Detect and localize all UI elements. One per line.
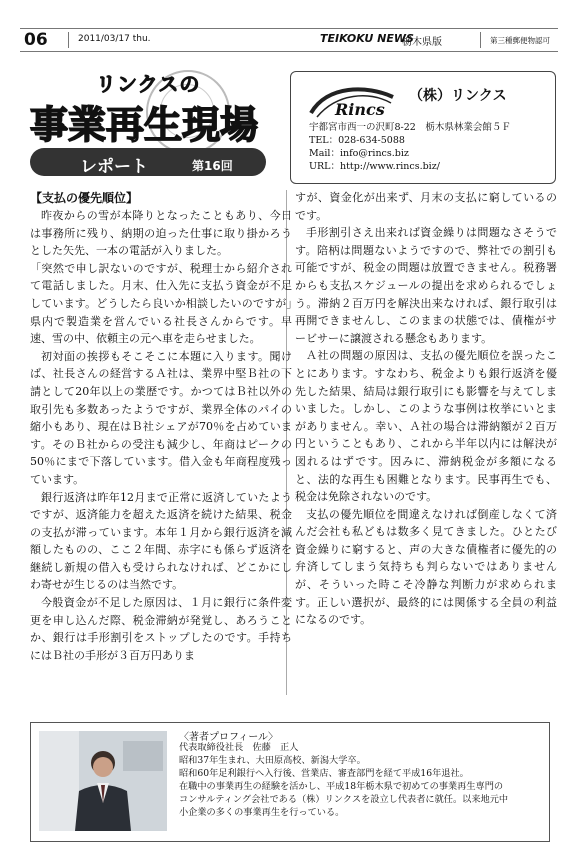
paragraph: 支払の優先順位を間違えなければ倒産しなくて済んだ会社も私どもは数多く見てきました。ひとたび資金繰りに窮すると、声の大きな債権者に優先的の弁済してしまう気持ちも判らないではありませんが、そういった時こそ冷静な判断力が求められます。正しい選択が、最終的には関係する全員の利益になるのです。 [295, 507, 557, 627]
author-photo [39, 731, 167, 831]
author-profile-box [30, 722, 550, 842]
company-url[interactable]: URL：http://www.rincs.biz/ [309, 161, 440, 172]
header-date: 2011/03/17 thu. [78, 34, 151, 44]
paragraph: 今般資金が不足した原因は、１月に銀行に条件変更を申し込んだ際、税金滞納が発覚し、あろうことか、銀行は手形割引をストップしたのです。手持ちにはＢ社の手形が３百万円ありま [30, 596, 292, 662]
section-heading: 【支払の優先順位】 [30, 191, 139, 205]
profile-line: 代表取締役社長 佐藤 正人 [179, 742, 299, 753]
header-separator [68, 32, 69, 48]
logo-text: Rincs [335, 100, 385, 119]
paragraph: 手形割引さえ出来れば資金繰りは問題なさそうです。陪柄は問題ないようですので、弊社での割引も可能ですが、税金の問題は放置できません。税務署からも支払スケジュールの提出を求められるでしょう。滞納２百万円を解決出来なければ、銀行取引は再開できませんし、このままの状態では、債権がサービサーに譲渡される懸念もあります。 [295, 226, 557, 345]
company-name: （株）リンクス [409, 88, 507, 104]
article-column-1 [30, 207, 292, 664]
profile-line: コンサルティング会社である（株）リンクスを設立し代表者に就任。以来地元中 [179, 794, 509, 805]
profile-line: 昭和60年足利銀行へ入行後、営業店、審査部門を経て平成16年退社。 [179, 768, 469, 779]
paragraph: 初対面の挨拶もそこそこに本題に入ります。聞けば、社長さんの経営するＡ社は、業界中堅Ｂ社の下請として20年以上の業歴です。かつてはＢ社以外の取引先も多数あったようですが、業界全体のパイの縮小もあり、現在はＢ社シェアが70％を占めています。そのＢ社からの受注も減少し、年商はピークの50％にまで下落しています。借入金も年商程度残っています。 [30, 349, 292, 486]
page-header [20, 28, 558, 52]
postal-notice: 第三種郵便物認可 [490, 36, 550, 45]
profile-title: 〈著者プロフィール〉 [179, 732, 278, 743]
title-main: 事業再生現場 [30, 103, 259, 147]
company-mail[interactable]: Mail：info@rincs.biz [309, 148, 409, 159]
paragraph: すが、資金化が出来ず、月末の支払に窮しているのです。 [295, 191, 557, 222]
title-sub: リンクスの [96, 72, 201, 96]
profile-line: 在職中の事業再生の経験を活かし、平成18年栃木県で初めての事業再生専門の [179, 781, 504, 792]
company-info-box [290, 71, 556, 184]
newspaper-name: TEIKOKU NEWS [320, 32, 414, 45]
rincs-logo-icon [307, 83, 397, 121]
issue-number: 第16回 [192, 159, 233, 173]
profile-line: 小企業の多くの事業再生を行っている。 [179, 807, 345, 818]
title-report: レポート [80, 157, 148, 177]
profile-line: 昭和37年生まれ、大田原高校、新潟大学卒。 [179, 755, 366, 766]
paragraph: 昨夜からの雪が本降りとなったこともあり、今日は事務所に残り、納期の迫った仕事に取り掛かろうとした矢先、一本の電話が入りました。 [30, 209, 292, 258]
paragraph: Ａ社の問題の原因は、支払の優先順位を誤ったことにあります。すなわち、税金よりも銀行返済を優先した結果、結局は銀行取引にも影響を与えてしまいました。しかし、このような事例は枚挙にいとまがありません。幸い、Ａ社の場合は滞納額が２百万円ということもあり、これから半年以内には解決が図れるはずです。因みに、滞納税金が多額になると、法的な再生も困難となります。民事再生でも、税金は免除されないのです。 [295, 349, 557, 504]
page-number: 06 [24, 30, 48, 50]
column-title-block [24, 64, 272, 182]
company-address: 宇都宮市西一の沢町8-22 栃木県林業会館５Ｆ [309, 122, 511, 133]
company-tel: TEL：028-634-5088 [309, 135, 405, 146]
paragraph: 「突然で申し訳ないのですが、税理士から紹介されて電話しました。月末、仕入先に支払う資金が不足しています。どうしたら良いか相談したいのですが」県内で製造業を営んでいる社長さんからです。早速、雪の中、依頼主の元へ車を走らせました。 [30, 261, 292, 346]
edition-prefecture: 栃木県版 [402, 37, 442, 48]
header-separator [480, 32, 481, 48]
article-column-2 [295, 189, 557, 629]
paragraph: 銀行返済は昨年12月まで正常に返済していたようですが、返済能力を超えた返済を続けた結果、税金の支払が滞っています。本年１月から銀行返済を減額したものの、ここ２年間、赤字にも係らず返済を継続し新規の借入も受けられなければ、どこかにしわ寄せが生じるのは当然です。 [30, 490, 292, 592]
